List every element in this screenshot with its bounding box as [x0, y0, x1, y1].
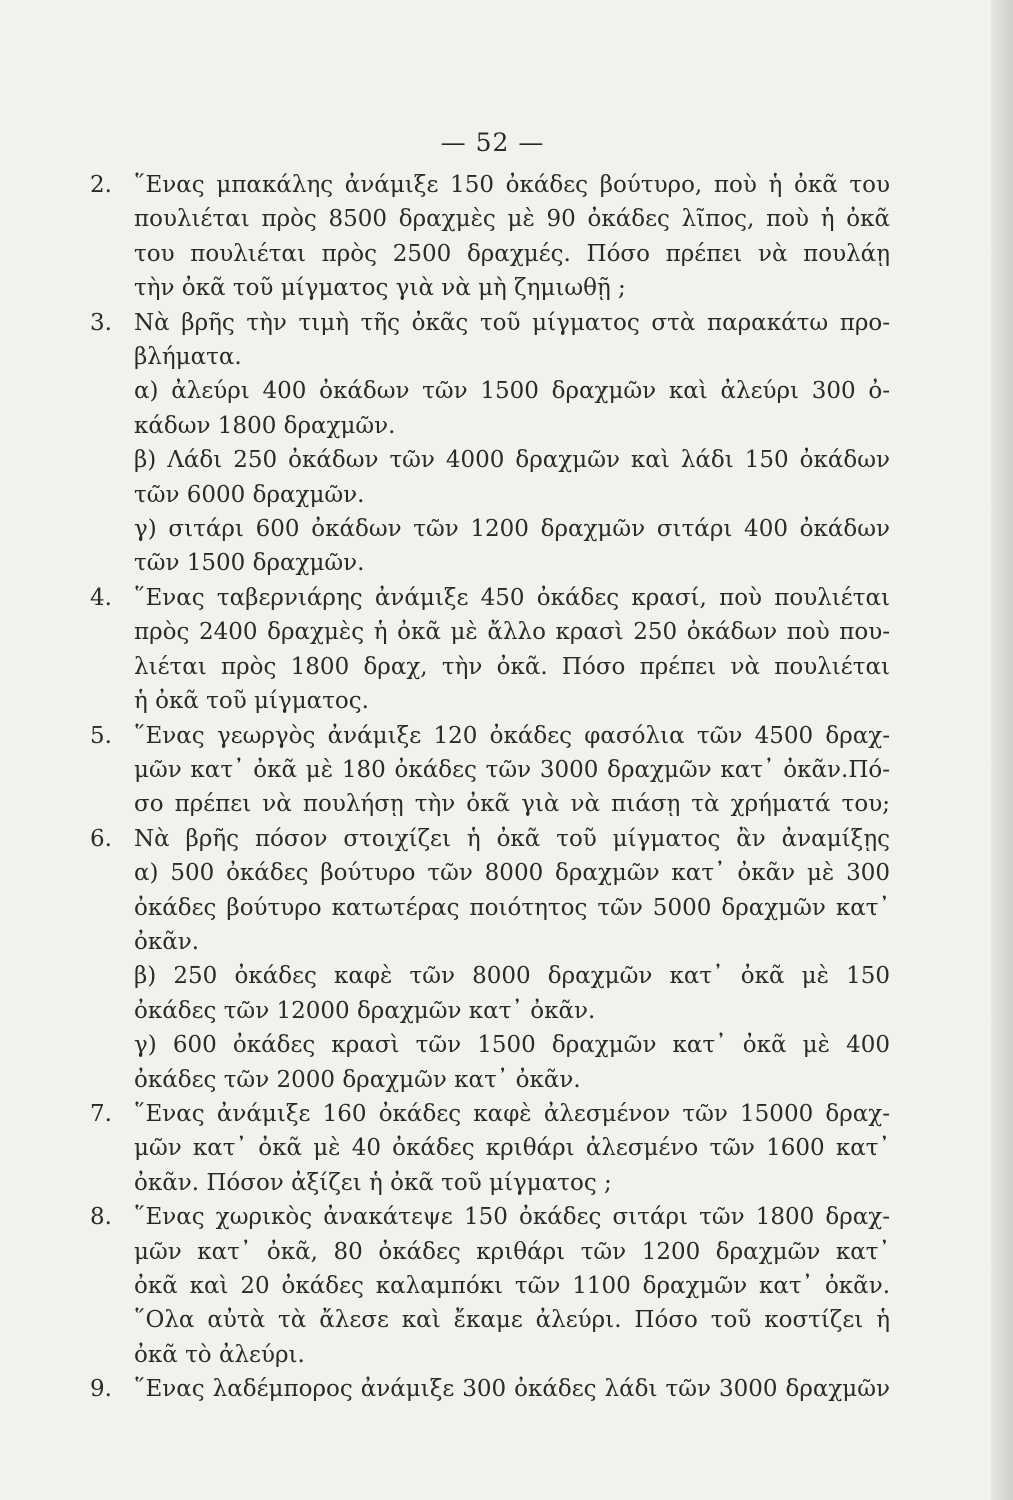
problem-line: βλήματα. [134, 344, 242, 371]
problem-number: 8. [90, 1204, 112, 1231]
problem-number: 7. [90, 1100, 112, 1127]
problem-9 [90, 1372, 890, 1406]
subitem-line: ὀκᾶν. [134, 928, 200, 955]
subitem-line: ὀκάδες τῶν 12000 δραχμῶν κατ᾿ ὀκᾶν. [134, 997, 596, 1024]
problem-3 [90, 306, 890, 581]
problem-line: ὀκᾶ καὶ 20 ὀκάδες καλαμπόκι τῶν 1100 δραχμῶν κατ᾿ ὀκᾶν. [134, 1273, 890, 1299]
subitem-line: τῶν 6000 δραχμῶν. [134, 481, 365, 508]
problem-line: ῞Ενας ἀνάμιξε 160 ὀκάδες καφὲ ἀλεσμένον τῶν 15000 δραχ- [134, 1100, 890, 1127]
problem-4 [90, 581, 890, 719]
problem-line: τὴν ὀκᾶ τοῦ μίγματος γιὰ νὰ μὴ ζημιωθῇ ; [134, 275, 626, 302]
problem-line: ῞Ενας μπακάλης ἀνάμιξε 150 ὀκάδες βούτυρο, ποὺ ἡ ὀκᾶ του [134, 172, 890, 198]
problem-line: Νὰ βρῆς πόσον στοιχίζει ἡ ὀκᾶ τοῦ μίγματος ἂν ἀναμίξῃς [134, 825, 890, 852]
problem-line: ἡ ὀκᾶ τοῦ μίγματος. [134, 688, 369, 715]
subitem-line: γ) 600 ὀκάδες κρασὶ τῶν 1500 δραχμῶν κατ᾿ ὀκᾶ μὲ 400 [134, 1032, 890, 1059]
problem-number: 9. [90, 1376, 112, 1403]
subitem-line: ὀκάδες τῶν 2000 δραχμῶν κατ᾿ ὀκᾶν. [134, 1066, 581, 1093]
problem-list [90, 168, 890, 1407]
problem-line: σο πρέπει νὰ πουλήσῃ τὴν ὀκᾶ γιὰ νὰ πιάσῃ τὰ χρήματά του; [134, 791, 890, 818]
problem-number: 3. [90, 309, 112, 336]
problem-line: του πουλιέται πρὸς 2500 δραχμές. Πόσο πρέπει νὰ πουλάῃ [134, 240, 890, 267]
problem-5 [90, 719, 890, 822]
problem-line: πρὸς 2400 δραχμὲς ἡ ὀκᾶ μὲ ἄλλο κρασὶ 250 ὀκάδων ποὺ που- [134, 619, 890, 646]
page-number: — 52 — [440, 128, 545, 157]
problem-2 [90, 168, 890, 306]
problem-line: ῞Ενας χωρικὸς ἀνακάτεψε 150 ὀκάδες σιτάρι τῶν 1800 δραχ- [134, 1204, 890, 1231]
problem-line: ῞Ενας λαδέμπορος ἀνάμιξε 300 ὀκάδες λάδι τῶν 3000 δραχμῶν [134, 1376, 890, 1403]
problem-8 [90, 1200, 890, 1372]
problem-line: Νὰ βρῆς τὴν τιμὴ τῆς ὀκᾶς τοῦ μίγματος στὰ παρακάτω προ- [134, 309, 890, 336]
page-edge [991, 0, 1013, 1500]
problem-line: μῶν κατ᾿ ὀκᾶ, 80 ὀκάδες κριθάρι τῶν 1200 δραχμῶν κατ᾿ [134, 1238, 890, 1265]
problem-line: ὀκᾶ τὸ ἀλεύρι. [134, 1341, 305, 1368]
problem-line: ὀκᾶν. Πόσον ἀξίζει ἡ ὀκᾶ τοῦ μίγματος ; [134, 1169, 612, 1196]
problem-line: πουλιέται πρὸς 8500 δραχμὲς μὲ 90 ὀκάδες λῖπος, ποὺ ἡ ὀκᾶ [134, 206, 890, 233]
subitem-line: ὀκάδες βούτυρο κατωτέρας ποιότητος τῶν 5000 δραχμῶν κατ᾿ [134, 894, 890, 921]
problem-number: 6. [90, 825, 112, 852]
problem-line: λιέται πρὸς 1800 δραχ, τὴν ὀκᾶ. Πόσο πρέπει νὰ πουλιέται [134, 653, 890, 680]
problem-line: ῞Ενας γεωργὸς ἀνάμιξε 120 ὀκάδες φασόλια τῶν 4500 δραχ- [134, 722, 890, 749]
problem-6 [90, 822, 890, 1097]
problem-line: μῶν κατ᾿ ὀκᾶ μὲ 180 ὀκάδες τῶν 3000 δραχμῶν κατ᾿ ὀκᾶν.Πό- [134, 756, 890, 783]
subitem-line: κάδων 1800 δραχμῶν. [134, 412, 396, 439]
problem-line: ῞Ολα αὐτὰ τὰ ἄλεσε καὶ ἔκαμε ἀλεύρι. Πόσο τοῦ κοστίζει ἡ [134, 1307, 890, 1334]
subitem-line: β) Λάδι 250 ὀκάδων τῶν 4000 δραχμῶν καὶ λάδι 150 ὀκάδων [134, 447, 890, 474]
subitem-line: τῶν 1500 δραχμῶν. [134, 550, 365, 577]
problem-number: 2. [90, 172, 112, 198]
problem-line: μῶν κατ᾿ ὀκᾶ μὲ 40 ὀκάδες κριθάρι ἀλεσμένο τῶν 1600 κατ᾿ [134, 1135, 890, 1162]
subitem-line: α) ἀλεύρι 400 ὀκάδων τῶν 1500 δραχμῶν καὶ ἀλεύρι 300 ὀ- [134, 378, 890, 405]
subitem-line: α) 500 ὀκάδες βούτυρο τῶν 8000 δραχμῶν κατ᾿ ὀκᾶν μὲ 300 [134, 860, 890, 887]
subitem-line: γ) σιτάρι 600 ὀκάδων τῶν 1200 δραχμῶν σιτάρι 400 ὀκάδων [134, 516, 890, 543]
problem-number: 4. [90, 584, 112, 611]
problem-7 [90, 1097, 890, 1200]
subitem-line: β) 250 ὀκάδες καφὲ τῶν 8000 δραχμῶν κατ᾿ ὀκᾶ μὲ 150 [134, 963, 890, 990]
problem-number: 5. [90, 722, 112, 749]
problem-line: ῞Ενας ταβερνιάρης ἀνάμιξε 450 ὀκάδες κρασί, ποὺ πουλιέται [134, 584, 890, 611]
